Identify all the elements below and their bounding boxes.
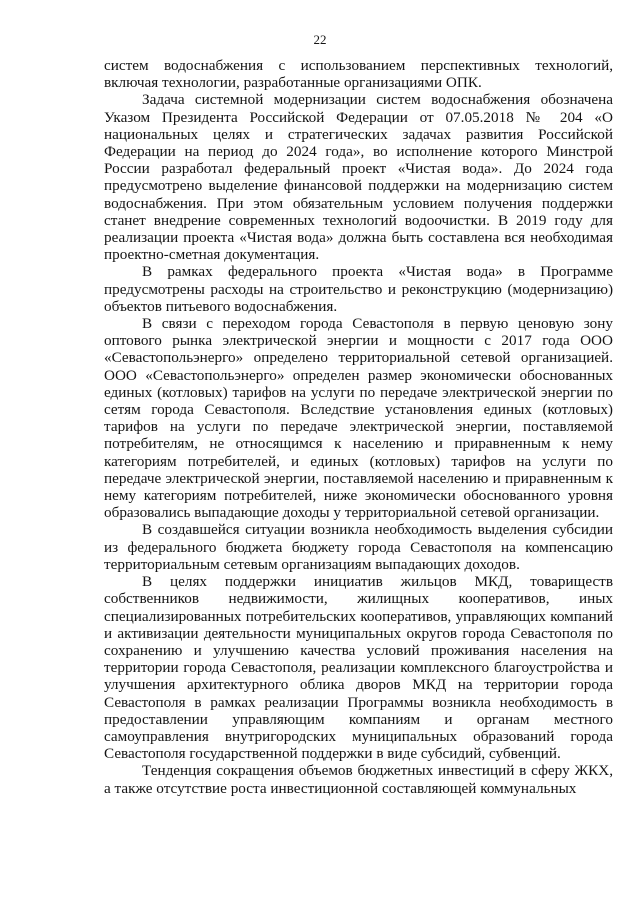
document-body: [104, 57, 613, 797]
page-number: 22: [313, 32, 327, 47]
paragraph-1: систем водоснабжения с использованием перспективных технологий, включая технологии, разработанные организациями ОПК.: [104, 57, 613, 92]
paragraph-4: В связи с переходом города Севастополя в первую ценовую зону оптового рынка электрической энергии и мощности с 2017 года ООО «Севастопольэнерго» определено территориальной сетевой организацией. ООО «Севастопольэнерго» определен размер экономически обоснованных единых (котловых) тарифов на услуги по передаче электрической энергии по сетям города Севастополя. Вследствие установления единых (котловых) тарифов на услуги по передаче электрической энергии, поставляемой потребителям, не относящимся к населению и приравненным к нему категориям потребителей, и единых (котловых) тарифов на услуги по передаче электрической энергии, поставляемой населению и приравненным к нему категориям потребителей, ниже экономически обоснованного уровня образовались выпадающие доходы у территориальной сетевой организации.: [104, 315, 613, 522]
paragraph-5: В создавшейся ситуации возникла необходимость выделения субсидии из федерального бюджета бюджету города Севастополя на компенсацию территориальным сетевым организациям выпадающих доходов.: [104, 521, 613, 573]
paragraph-7: Тенденция сокращения объемов бюджетных инвестиций в сферу ЖКХ, а также отсутствие роста инвестиционной составляющей коммунальных: [104, 762, 613, 797]
paragraph-6: В целях поддержки инициатив жильцов МКД, товариществ собственников недвижимости, жилищных кооперативов, иных специализированных потребительских кооперативов, управляющих компаний и активизации деятельности муниципальных округов города Севастополя по сохранению и улучшению качества условий проживания населения на территории города Севастополя, реализации комплексного благоустройства и улучшения архитектурного облика дворов МКД на территории города Севастополя в рамках реализации Программы возникла необходимость в предоставлении управляющим компаниям и органам местного самоуправления внутригородских муниципальных образований города Севастополя государственной поддержки в виде субсидий, субвенций.: [104, 573, 613, 763]
paragraph-2: Задача системной модернизации систем водоснабжения обозначена Указом Президента Российской Федерации от 07.05.2018 № 204 «О национальных целях и стратегических задачах развития Российской Федерации на период до 2024 года», во исполнение которого Минстрой России разработал федеральный проект «Чистая вода». До 2024 года предусмотрено выделение финансовой поддержки на модернизацию систем водоснабжения. При этом обязательным условием получения поддержки станет внедрение современных технологий водоочистки. В 2019 году для реализации проекта «Чистая вода» должна быть составлена вся необходимая проектно-сметная документация.: [104, 91, 613, 264]
paragraph-3: В рамках федерального проекта «Чистая вода» в Программе предусмотрены расходы на строительство и реконструкцию (модернизацию) объектов питьевого водоснабжения.: [104, 263, 613, 315]
